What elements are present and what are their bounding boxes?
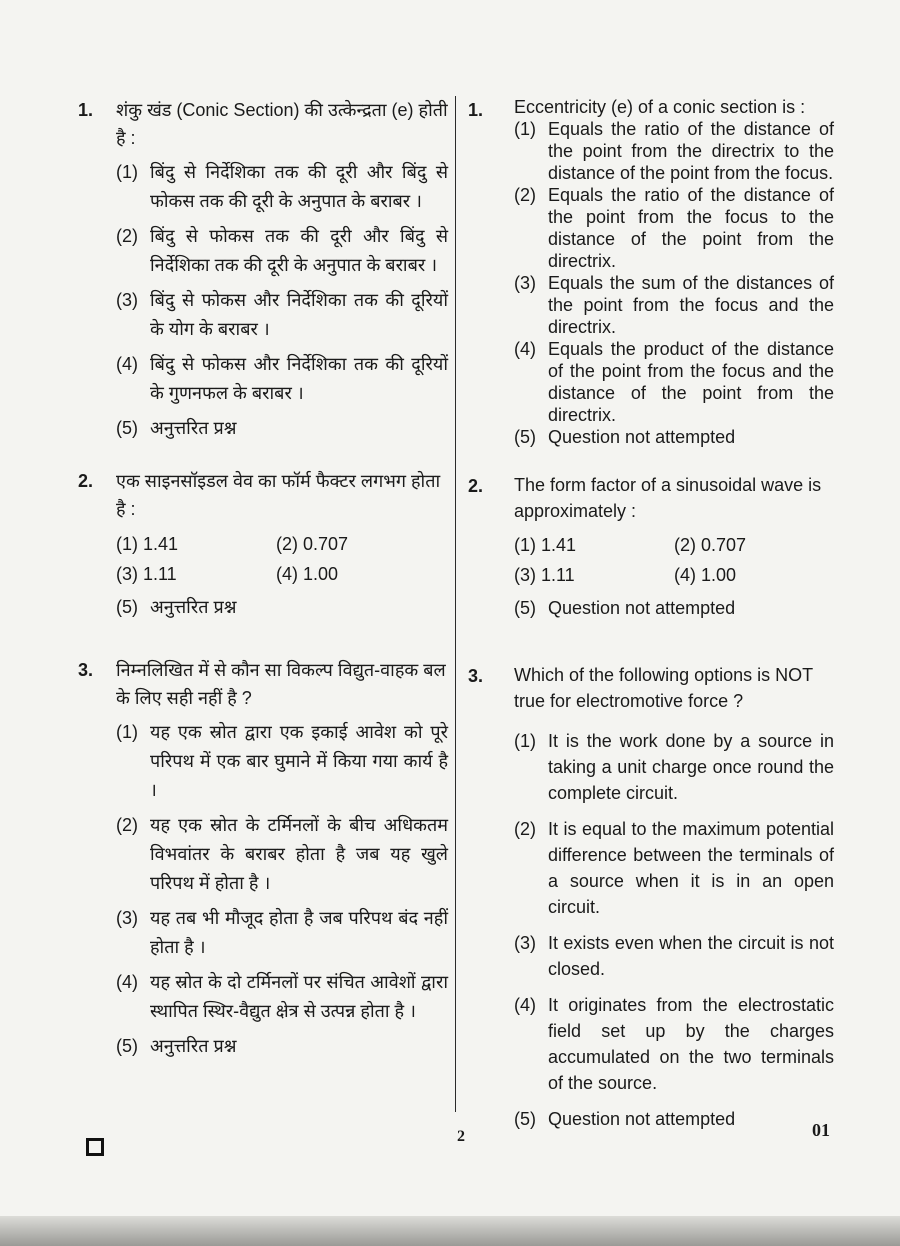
question-stem: निम्नलिखित में से कौन सा विकल्प विद्युत-वाहक बल के लिए सही नहीं है ? [116, 660, 446, 708]
column-divider [455, 96, 456, 1112]
option-2: (2) बिंदु से फोकस तक की दूरी और बिंदु से निर्देशिका तक की दूरी के अनुपात के बराबर । [116, 226, 448, 275]
options-grid [514, 530, 834, 590]
option-3: (3) यह तब भी मौजूद होता है जब परिपथ बंद नहीं होता है । [116, 908, 448, 957]
options-grid [116, 529, 448, 589]
question-3-english [468, 662, 834, 1132]
question-2-hindi [64, 467, 448, 622]
option-3: (3) 1.11 [116, 564, 177, 584]
page-bottom-edge [0, 1216, 900, 1246]
option-3: (3) बिंदु से फोकस और निर्देशिका तक की दूरियों के योग के बराबर । [116, 290, 448, 339]
option-4: (4) Equals the product of the distance of the point from the focus and the distance of the point from the directrix. [514, 339, 834, 425]
question-2-english [468, 472, 834, 622]
question-stem: एक साइनसॉइडल वेव का फॉर्म फैक्टर लगभग होता है : [116, 471, 441, 519]
option-5: (5) अनुत्तरित प्रश्न [116, 418, 237, 438]
question-3-hindi [64, 656, 448, 1061]
option-1: (1) Equals the ratio of the distance of the point from the directrix to the distance of the point from the focus. [514, 119, 834, 183]
corner-square-icon [86, 1138, 104, 1156]
question-number: 1. [468, 100, 484, 120]
option-4: (4) It originates from the electrostatic field set up by the charges accumulated on the two terminals of the source. [514, 995, 834, 1093]
option-5: (5) Question not attempted [514, 427, 736, 447]
option-2: (2) 0.707 [674, 535, 747, 555]
option-2: (2) It is equal to the maximum potential difference between the terminals of a source when it is in an open circuit. [514, 819, 834, 917]
question-number: 3. [468, 666, 484, 686]
option-1: (1) यह एक स्रोत द्वारा एक इकाई आवेश को पूरे परिपथ में एक बार घुमाने में किया गया कार्य है । [116, 722, 448, 800]
option-1: (1) It is the work done by a source in taking a unit charge once round the complete circuit. [514, 731, 834, 803]
english-column [468, 96, 834, 1142]
page-number: 2 [457, 1128, 465, 1145]
question-stem: Which of the following options is NOT true for electromotive force ? [514, 665, 813, 711]
paper-code: 01 [812, 1120, 830, 1140]
option-4: (4) 1.00 [276, 564, 339, 584]
question-stem: The form factor of a sinusoidal wave is approximately : [514, 475, 822, 521]
option-1: (1) बिंदु से निर्देशिका तक की दूरी और बिंदु से फोकस तक की दूरी के अनुपात के बराबर । [116, 162, 448, 211]
option-5: (5) अनुत्तरित प्रश्न [116, 1036, 237, 1056]
question-number: 2. [468, 476, 484, 496]
option-4: (4) बिंदु से फोकस और निर्देशिका तक की दूरियों के गुणनफल के बराबर । [116, 354, 448, 403]
option-5: (5) Question not attempted [514, 598, 736, 618]
question-stem: Eccentricity (e) of a conic section is : [514, 97, 806, 117]
option-5: (5) अनुत्तरित प्रश्न [116, 597, 237, 617]
option-4: (4) 1.00 [674, 565, 737, 585]
question-1-english [468, 96, 834, 448]
option-3: (3) Equals the sum of the distances of the point from the focus and the directrix. [514, 273, 834, 337]
option-3: (3) 1.11 [514, 565, 575, 585]
option-2: (2) यह एक स्रोत के टर्मिनलों के बीच अधिकतम विभवांतर के बराबर होता है जब यह खुले परिपथ में होता है । [116, 815, 448, 893]
hindi-column [64, 96, 448, 1067]
question-number: 1. [78, 100, 94, 120]
question-number: 2. [78, 471, 94, 491]
option-3: (3) It exists even when the circuit is not closed. [514, 933, 834, 979]
option-1: (1) 1.41 [514, 535, 577, 555]
option-2: (2) Equals the ratio of the distance of the point from the focus to the distance of the point from the directrix. [514, 185, 834, 271]
option-2: (2) 0.707 [276, 534, 349, 554]
question-stem: शंकु खंड (Conic Section) की उत्केन्द्रता (e) होती है : [116, 100, 448, 148]
question-number: 3. [78, 660, 94, 680]
option-4: (4) यह स्रोत के दो टर्मिनलों पर संचित आवेशों द्वारा स्थापित स्थिर-वैद्युत क्षेत्र से उत्पन्न होता है । [116, 972, 448, 1021]
question-1-hindi [64, 96, 448, 443]
option-5: (5) Question not attempted [514, 1109, 736, 1129]
option-1: (1) 1.41 [116, 534, 179, 554]
